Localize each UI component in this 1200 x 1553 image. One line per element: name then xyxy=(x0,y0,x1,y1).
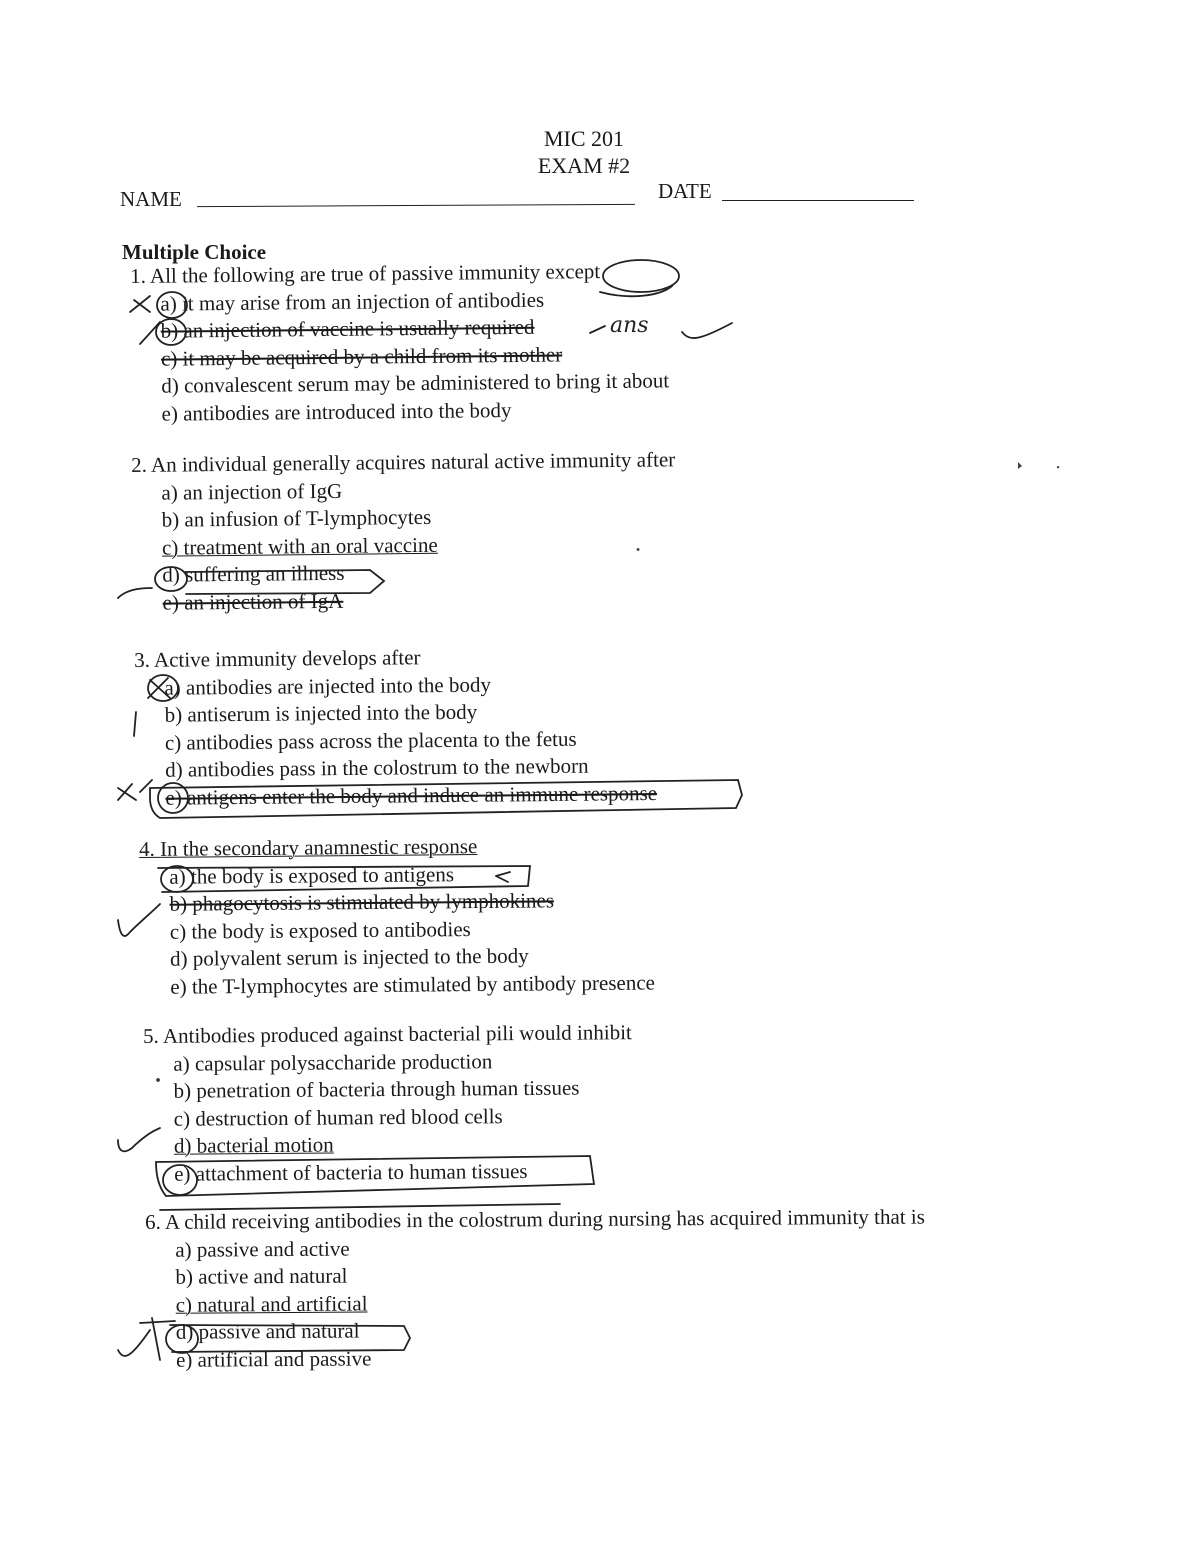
option-a[interactable]: a) capsular polysaccharide production xyxy=(173,1048,493,1076)
date-blank-line[interactable] xyxy=(722,200,914,201)
check-mark xyxy=(682,323,732,338)
question-6 xyxy=(145,1204,926,1374)
question-4 xyxy=(139,832,655,1001)
question-stem xyxy=(145,1204,925,1237)
option-c[interactable]: c) treatment with an oral vaccine xyxy=(161,532,438,560)
question-number: 3. xyxy=(134,647,150,672)
option-c[interactable]: c) the body is exposed to antibodies xyxy=(169,916,471,944)
option-e[interactable]: e) antibodies are introduced into the body xyxy=(161,397,512,426)
question-text: A child receiving antibodies in the colostrum during nursing has acquired immunity that is xyxy=(164,1204,925,1234)
option-c[interactable]: c) it may be acquired by a child from its mother xyxy=(160,341,563,371)
question-number: 1. xyxy=(130,263,147,288)
option-d[interactable]: d) suffering an illness xyxy=(162,560,345,587)
option-e[interactable]: e) an injection of IgA xyxy=(162,588,344,615)
question-3 xyxy=(134,642,657,812)
question-5 xyxy=(143,1019,633,1188)
option-a[interactable]: a) antibodies are injected into the body xyxy=(164,672,492,700)
question-text: Antibodies produced against bacterial pili would inhibit xyxy=(162,1020,632,1048)
option-d[interactable]: d) convalescent serum may be administered to bring it about xyxy=(161,368,670,398)
question-text: In the secondary anamnestic response xyxy=(160,834,478,861)
question-text: Active immunity develops after xyxy=(153,645,421,672)
option-c[interactable]: c) destruction of human red blood cells xyxy=(173,1103,503,1131)
question-number: 4. xyxy=(139,836,155,861)
question-stem xyxy=(131,446,675,479)
option-c[interactable]: c) natural and artificial xyxy=(175,1290,368,1317)
question-number: 2. xyxy=(131,452,148,477)
option-e[interactable]: e) attachment of bacteria to human tissues xyxy=(174,1158,528,1186)
exam-title: EXAM #2 xyxy=(537,153,631,178)
option-b[interactable]: b) penetration of bacteria through human tissues xyxy=(173,1075,580,1103)
question-2 xyxy=(131,446,677,617)
option-d[interactable]: d) polyvalent serum is injected to the body xyxy=(169,943,529,971)
option-d[interactable]: d) antibodies pass in the colostrum to the newborn xyxy=(165,753,589,782)
question-stem xyxy=(130,257,668,290)
handwritten-note: ans xyxy=(610,313,649,338)
option-a[interactable]: a) passive and active xyxy=(175,1236,350,1262)
question-text: All the following are true of passive immunity except xyxy=(149,259,601,288)
option-b[interactable]: b) phagocytosis is stimulated by lymphokines xyxy=(169,888,555,916)
course-code: MIC 201 xyxy=(543,126,625,151)
option-b[interactable]: b) antiserum is injected into the body xyxy=(164,699,478,727)
question-1 xyxy=(130,257,670,428)
option-e[interactable]: e) the T-lymphocytes are stimulated by antibody presence xyxy=(170,970,656,999)
option-c[interactable]: c) antibodies pass across the placenta to the fetus xyxy=(164,726,577,755)
option-a[interactable]: a) the body is exposed to antigens xyxy=(169,861,455,889)
option-b[interactable]: b) an injection of vaccine is usually required xyxy=(160,314,535,343)
scan-speck xyxy=(1057,466,1059,468)
option-a[interactable]: a) it may arise from an injection of antibodies xyxy=(160,287,545,316)
option-b[interactable]: b) an infusion of T-lymphocytes xyxy=(161,504,432,532)
section-title: Multiple Choice xyxy=(122,240,267,264)
name-blank-line[interactable] xyxy=(197,204,635,207)
question-number: 6. xyxy=(145,1209,161,1234)
option-b[interactable]: b) active and natural xyxy=(175,1263,348,1289)
name-label: NAME xyxy=(120,187,182,211)
question-number: 5. xyxy=(143,1023,159,1048)
question-text: An individual generally acquires natural active immunity after xyxy=(150,447,676,477)
scan-speck xyxy=(1018,462,1022,469)
option-e[interactable]: e) artificial and passive xyxy=(175,1345,372,1372)
option-a[interactable]: a) an injection of IgG xyxy=(161,478,343,505)
date-label: DATE xyxy=(658,179,712,203)
question-stem xyxy=(143,1019,632,1050)
option-d[interactable]: d) bacterial motion xyxy=(173,1132,334,1158)
option-d[interactable]: d) passive and natural xyxy=(175,1318,360,1344)
option-e[interactable]: e) antigens enter the body and induce an immune response xyxy=(165,780,658,810)
